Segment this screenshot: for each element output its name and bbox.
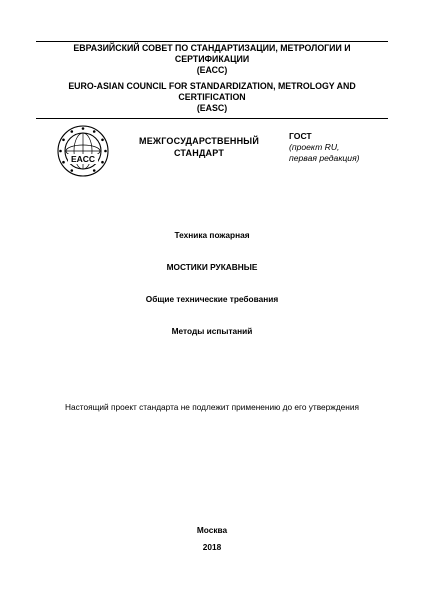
gost-note-line2: первая редакция) <box>289 153 360 163</box>
document-title: МОСТИКИ РУКАВНЫЕ <box>166 262 258 272</box>
document-subtitle: Общие технические требования <box>145 294 279 304</box>
publication-city: Москва <box>196 525 228 535</box>
standard-type <box>124 135 274 159</box>
draft-notice: Настоящий проект стандарта не подлежит применению до его утверждения <box>65 402 359 412</box>
document-methods: Методы испытаний <box>171 326 253 336</box>
council-ru-line3: (ЕАСС) <box>196 65 228 75</box>
gost-note-line1: (проект RU, <box>289 142 340 152</box>
council-ru-line1: ЕВРАЗИЙСКИЙ СОВЕТ ПО СТАНДАРТИЗАЦИИ, МЕТРОЛОГИИ И <box>73 43 351 53</box>
bottom-rule <box>36 118 388 119</box>
document-category: Техника пожарная <box>174 230 250 240</box>
council-en-line3: (EASC) <box>196 103 228 113</box>
council-en-line1: EURO-ASIAN COUNCIL FOR STANDARDIZATION, METROLOGY AND <box>68 81 356 91</box>
council-name-russian <box>36 43 388 76</box>
easc-emblem-text: EACC <box>70 154 96 164</box>
council-en-line2: CERTIFICATION <box>178 92 246 102</box>
standard-type-line2: СТАНДАРТ <box>173 148 225 158</box>
gost-code: ГОСТ <box>289 131 312 141</box>
easc-emblem-icon <box>56 124 110 178</box>
publication-year: 2018 <box>202 542 222 552</box>
gost-designation <box>289 131 399 164</box>
council-ru-line2: СЕРТИФИКАЦИИ <box>174 54 250 64</box>
top-rule <box>36 41 388 42</box>
council-name-english <box>36 81 388 114</box>
standard-type-line1: МЕЖГОСУДАРСТВЕННЫЙ <box>139 136 259 146</box>
